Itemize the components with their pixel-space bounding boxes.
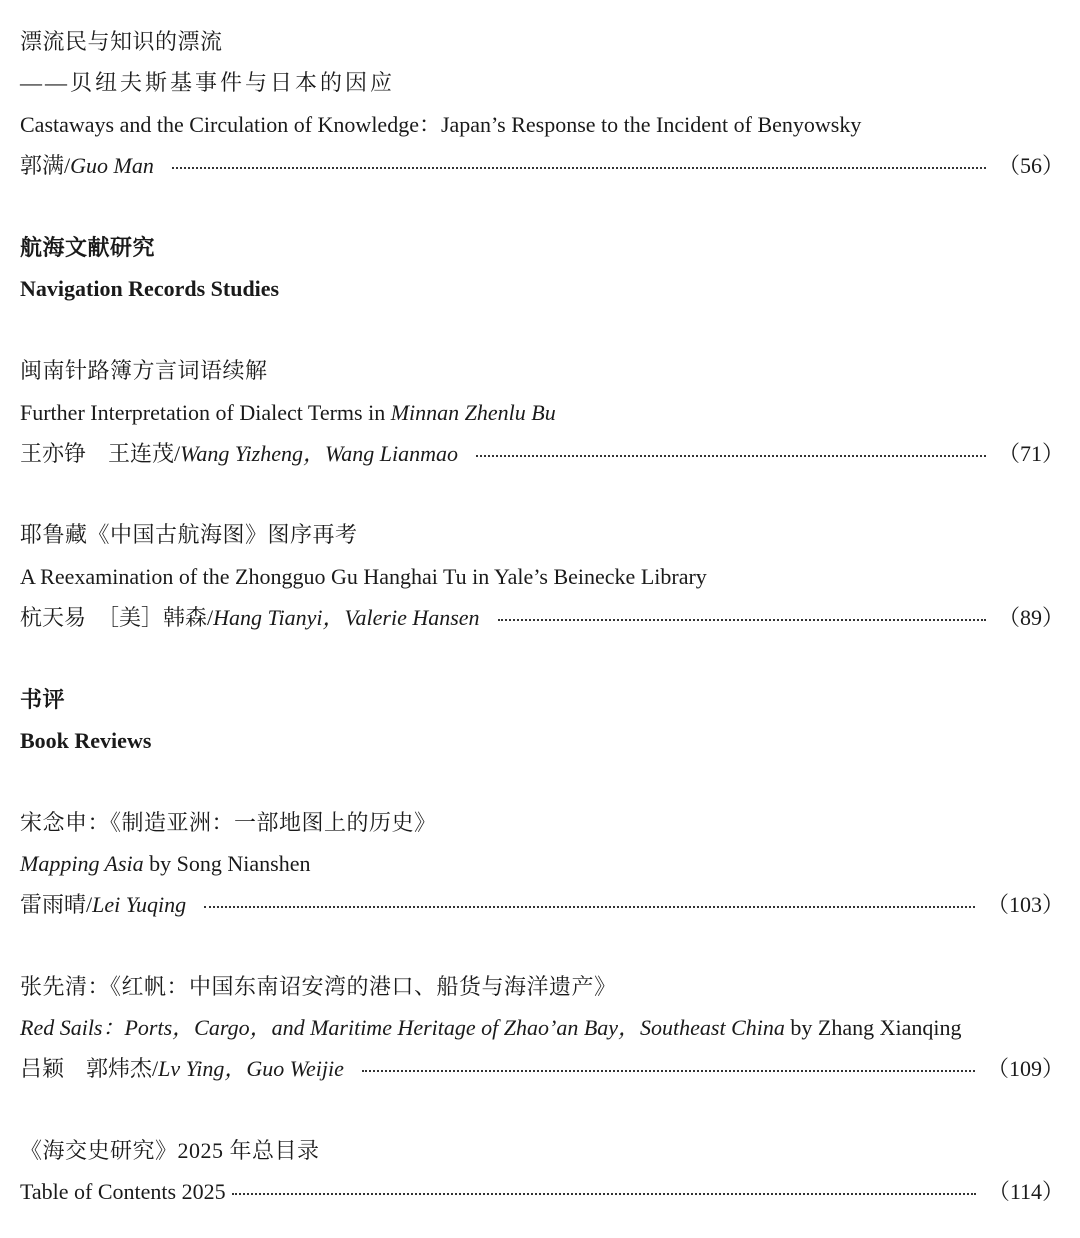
page-number: （56）	[997, 153, 1064, 178]
author-line	[20, 891, 1064, 919]
page-number: （71）	[997, 441, 1064, 466]
dot-leader	[232, 1193, 976, 1195]
author-name: 郭满/Guo Man	[20, 153, 154, 178]
author-name: 吕颖 郭炜杰/Lv Ying，Guo Weijie	[20, 1056, 344, 1081]
section-heading-en: Book Reviews	[20, 728, 152, 753]
dot-leader	[476, 455, 986, 457]
article-title-cn: 宋念申：《制造亚洲：一部地图上的历史》	[20, 810, 437, 835]
author-line	[20, 152, 1064, 180]
page-number: （114）	[987, 1179, 1064, 1204]
article-title-en: A Reexamination of the Zhongguo Gu Hanghai Tu in Yale’s Beinecke Library	[20, 564, 707, 589]
dot-leader	[362, 1070, 975, 1072]
toc-line	[20, 1178, 1064, 1206]
toc-title-en: Table of Contents 2025	[20, 1179, 226, 1204]
page-number: （109）	[986, 1056, 1064, 1081]
dot-leader	[498, 619, 986, 621]
article-title-cn: 闽南针路簿方言词语续解	[20, 358, 268, 383]
article-subtitle-cn: ——贝纽夫斯基事件与日本的因应	[20, 70, 396, 95]
page-number: （103）	[986, 892, 1064, 917]
author-name: 王亦铮 王连茂/Wang Yizheng，Wang Lianmao	[20, 441, 459, 466]
article-title-en: Further Interpretation of Dialect Terms in Minnan Zhenlu Bu	[20, 400, 556, 425]
article-title-cn: 漂流民与知识的漂流	[20, 29, 223, 54]
author-line	[20, 604, 1064, 632]
author-name: 雷雨晴/Lei Yuqing	[20, 892, 187, 917]
article-title-cn: 耶鲁藏《中国古航海图》图序再考	[20, 522, 358, 547]
author-line	[20, 440, 1064, 468]
article-title-en: Castaways and the Circulation of Knowledge：Japan’s Response to the Incident of Benyowsky	[20, 112, 862, 137]
article-title-cn: 张先清：《红帆：中国东南诏安湾的港口、船货与海洋遗产》	[20, 974, 617, 999]
article-title-en: Red Sails：Ports，Cargo，and Maritime Heritage of Zhao’an Bay，Southeast China by Zhang Xianqing	[20, 1015, 962, 1040]
dot-leader	[204, 906, 975, 908]
author-line	[20, 1055, 1064, 1083]
article-title-en: Mapping Asia by Song Nianshen	[20, 851, 311, 876]
page-number: （89）	[997, 605, 1064, 630]
section-heading-en: Navigation Records Studies	[20, 276, 280, 301]
author-name: 杭天易 ［美］韩森/Hang Tianyi，Valerie Hansen	[20, 605, 480, 630]
section-heading-cn: 书评	[20, 687, 66, 712]
section-heading-cn: 航海文献研究	[20, 235, 156, 260]
toc-title-cn: 《海交史研究》2025 年总目录	[20, 1138, 320, 1163]
dot-leader	[172, 167, 986, 169]
